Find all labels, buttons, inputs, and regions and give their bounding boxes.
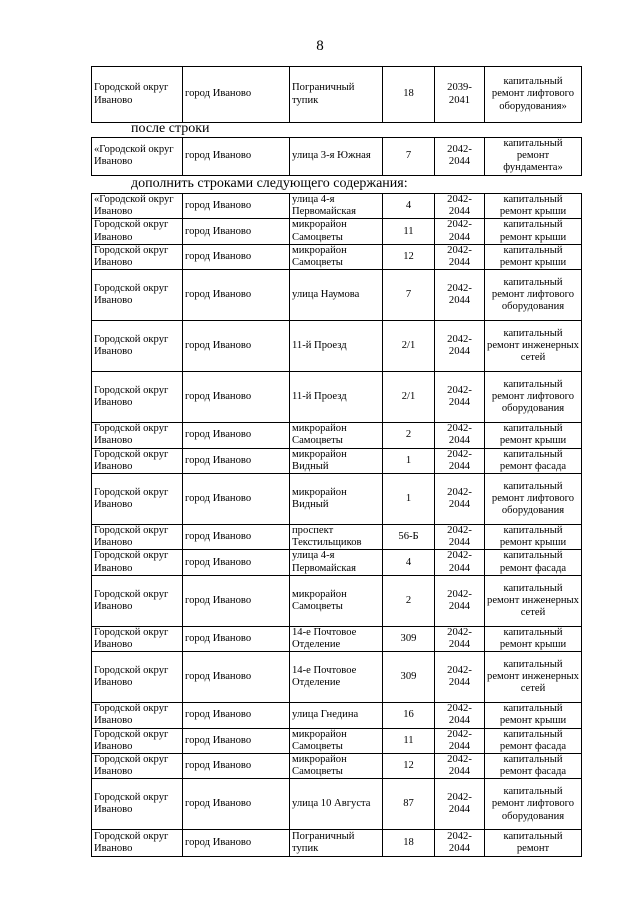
work-type-cell: капитальный ремонт фасада (485, 728, 582, 753)
years-cell: 2042-2044 (435, 652, 485, 703)
okrug-cell: «Городской округ Иваново (92, 194, 183, 219)
okrug-cell: Городской округ Иваново (92, 626, 183, 651)
house-number-cell: 11 (383, 728, 435, 753)
city-cell: город Иваново (183, 830, 290, 857)
address-cell: микрорайон Самоцветы (290, 244, 383, 269)
years-cell: 2042-2044 (435, 219, 485, 244)
house-number-cell: 7 (383, 270, 435, 321)
table-row (92, 448, 582, 473)
years-cell: 2042-2044 (435, 754, 485, 779)
address-cell: улица 4-я Первомайская (290, 194, 383, 219)
okrug-cell: Городской округ Иваново (92, 652, 183, 703)
work-type-cell: капитальный ремонт крыши (485, 244, 582, 269)
work-type-cell: капитальный ремонт лифтового оборудования (485, 372, 582, 423)
city-cell: город Иваново (183, 575, 290, 626)
years-cell: 2042-2044 (435, 626, 485, 651)
table-new-rows (91, 193, 582, 857)
address-cell: улица 10 Августа (290, 779, 383, 830)
house-number-cell: 12 (383, 754, 435, 779)
city-cell: город Иваново (183, 703, 290, 728)
work-type-cell: капитальный ремонт крыши (485, 525, 582, 550)
years-cell: 2042-2044 (435, 550, 485, 575)
okrug-cell: Городской округ Иваново (92, 728, 183, 753)
address-cell: микрорайон Самоцветы (290, 219, 383, 244)
table-row (92, 754, 582, 779)
city-cell: город Иваново (183, 67, 290, 123)
city-cell: город Иваново (183, 779, 290, 830)
okrug-cell: Городской округ Иваново (92, 779, 183, 830)
work-type-cell: капитальный ремонт крыши (485, 219, 582, 244)
house-number-cell: 1 (383, 448, 435, 473)
years-cell: 2039-2041 (435, 67, 485, 123)
okrug-cell: Городской округ Иваново (92, 67, 183, 123)
city-cell: город Иваново (183, 194, 290, 219)
years-cell: 2042-2044 (435, 448, 485, 473)
work-type-cell: капитальный ремонт лифтового оборудования (485, 270, 582, 321)
house-number-cell: 309 (383, 626, 435, 651)
okrug-cell: Городской округ Иваново (92, 550, 183, 575)
work-type-cell: капитальный ремонт лифтового оборудования» (485, 67, 582, 123)
work-type-cell: капитальный ремонт лифтового оборудования (485, 474, 582, 525)
address-cell: микрорайон Самоцветы (290, 575, 383, 626)
city-cell: город Иваново (183, 754, 290, 779)
city-cell: город Иваново (183, 321, 290, 372)
table-row (92, 575, 582, 626)
table-row (92, 244, 582, 269)
address-cell: микрорайон Видный (290, 474, 383, 525)
house-number-cell: 4 (383, 194, 435, 219)
work-type-cell: капитальный ремонт инженерных сетей (485, 321, 582, 372)
table-row (92, 321, 582, 372)
okrug-cell: Городской округ Иваново (92, 219, 183, 244)
house-number-cell: 2 (383, 575, 435, 626)
address-cell: улица 4-я Первомайская (290, 550, 383, 575)
okrug-cell: Городской округ Иваново (92, 423, 183, 448)
years-cell: 2042-2044 (435, 575, 485, 626)
house-number-cell: 309 (383, 652, 435, 703)
table-row (92, 474, 582, 525)
city-cell: город Иваново (183, 244, 290, 269)
city-cell: город Иваново (183, 219, 290, 244)
table-row (92, 550, 582, 575)
city-cell: город Иваново (183, 448, 290, 473)
city-cell: город Иваново (183, 626, 290, 651)
years-cell: 2042-2044 (435, 474, 485, 525)
work-type-cell: капитальный ремонт крыши (485, 423, 582, 448)
years-cell: 2042-2044 (435, 728, 485, 753)
table-row (92, 194, 582, 219)
okrug-cell: Городской округ Иваново (92, 474, 183, 525)
city-cell: город Иваново (183, 423, 290, 448)
table-row (92, 67, 582, 123)
table-row (92, 703, 582, 728)
work-type-cell: капитальный ремонт фундамента» (485, 138, 582, 176)
address-cell: 14-е Почтовое Отделение (290, 652, 383, 703)
table-row (92, 779, 582, 830)
work-type-cell: капитальный ремонт инженерных сетей (485, 652, 582, 703)
years-cell: 2042-2044 (435, 270, 485, 321)
work-type-cell: капитальный ремонт крыши (485, 194, 582, 219)
phrase-add-rows: дополнить строками следующего содержания: (131, 176, 408, 191)
house-number-cell: 18 (383, 830, 435, 857)
address-cell: микрорайон Самоцветы (290, 754, 383, 779)
okrug-cell: Городской округ Иваново (92, 575, 183, 626)
okrug-cell: Городской округ Иваново (92, 270, 183, 321)
years-cell: 2042-2044 (435, 830, 485, 857)
house-number-cell: 7 (383, 138, 435, 176)
address-cell: 11-й Проезд (290, 372, 383, 423)
city-cell: город Иваново (183, 550, 290, 575)
okrug-cell: Городской округ Иваново (92, 372, 183, 423)
okrug-cell: «Городской округ Иваново (92, 138, 183, 176)
okrug-cell: Городской округ Иваново (92, 244, 183, 269)
house-number-cell: 12 (383, 244, 435, 269)
house-number-cell: 18 (383, 67, 435, 123)
city-cell: город Иваново (183, 270, 290, 321)
years-cell: 2042-2044 (435, 244, 485, 269)
address-cell: улица Наумова (290, 270, 383, 321)
work-type-cell: капитальный ремонт крыши (485, 626, 582, 651)
table-row (92, 652, 582, 703)
address-cell: микрорайон Самоцветы (290, 728, 383, 753)
address-cell: улица 3-я Южная (290, 138, 383, 176)
years-cell: 2042-2044 (435, 525, 485, 550)
table-row (92, 372, 582, 423)
address-cell: Пограничный тупик (290, 67, 383, 123)
work-type-cell: капитальный ремонт фасада (485, 754, 582, 779)
okrug-cell: Городской округ Иваново (92, 830, 183, 857)
address-cell: улица Гнедина (290, 703, 383, 728)
table-row (92, 830, 582, 857)
okrug-cell: Городской округ Иваново (92, 754, 183, 779)
work-type-cell: капитальный ремонт лифтового оборудования (485, 779, 582, 830)
table-previous-row (91, 66, 582, 123)
house-number-cell: 87 (383, 779, 435, 830)
city-cell: город Иваново (183, 728, 290, 753)
work-type-cell: капитальный ремонт (485, 830, 582, 857)
table-row (92, 270, 582, 321)
table-row (92, 138, 582, 176)
house-number-cell: 1 (383, 474, 435, 525)
city-cell: город Иваново (183, 652, 290, 703)
table-row (92, 219, 582, 244)
table-row (92, 626, 582, 651)
house-number-cell: 11 (383, 219, 435, 244)
okrug-cell: Городской округ Иваново (92, 525, 183, 550)
city-cell: город Иваново (183, 525, 290, 550)
table-row (92, 525, 582, 550)
okrug-cell: Городской округ Иваново (92, 703, 183, 728)
address-cell: микрорайон Самоцветы (290, 423, 383, 448)
address-cell: микрорайон Видный (290, 448, 383, 473)
okrug-cell: Городской округ Иваново (92, 448, 183, 473)
city-cell: город Иваново (183, 372, 290, 423)
phrase-after-row: после строки (131, 121, 210, 136)
city-cell: город Иваново (183, 474, 290, 525)
years-cell: 2042-2044 (435, 423, 485, 448)
table-row (92, 728, 582, 753)
years-cell: 2042-2044 (435, 372, 485, 423)
years-cell: 2042-2044 (435, 779, 485, 830)
table-reference-row (91, 137, 582, 176)
house-number-cell: 2/1 (383, 372, 435, 423)
page-number: 8 (316, 38, 324, 54)
house-number-cell: 56-Б (383, 525, 435, 550)
address-cell: проспект Текстильщиков (290, 525, 383, 550)
years-cell: 2042-2044 (435, 138, 485, 176)
okrug-cell: Городской округ Иваново (92, 321, 183, 372)
house-number-cell: 16 (383, 703, 435, 728)
work-type-cell: капитальный ремонт инженерных сетей (485, 575, 582, 626)
house-number-cell: 2/1 (383, 321, 435, 372)
work-type-cell: капитальный ремонт крыши (485, 703, 582, 728)
years-cell: 2042-2044 (435, 321, 485, 372)
years-cell: 2042-2044 (435, 703, 485, 728)
address-cell: 11-й Проезд (290, 321, 383, 372)
city-cell: город Иваново (183, 138, 290, 176)
years-cell: 2042-2044 (435, 194, 485, 219)
house-number-cell: 2 (383, 423, 435, 448)
address-cell: Пограничный тупик (290, 830, 383, 857)
address-cell: 14-е Почтовое Отделение (290, 626, 383, 651)
table-row (92, 423, 582, 448)
work-type-cell: капитальный ремонт фасада (485, 550, 582, 575)
work-type-cell: капитальный ремонт фасада (485, 448, 582, 473)
house-number-cell: 4 (383, 550, 435, 575)
